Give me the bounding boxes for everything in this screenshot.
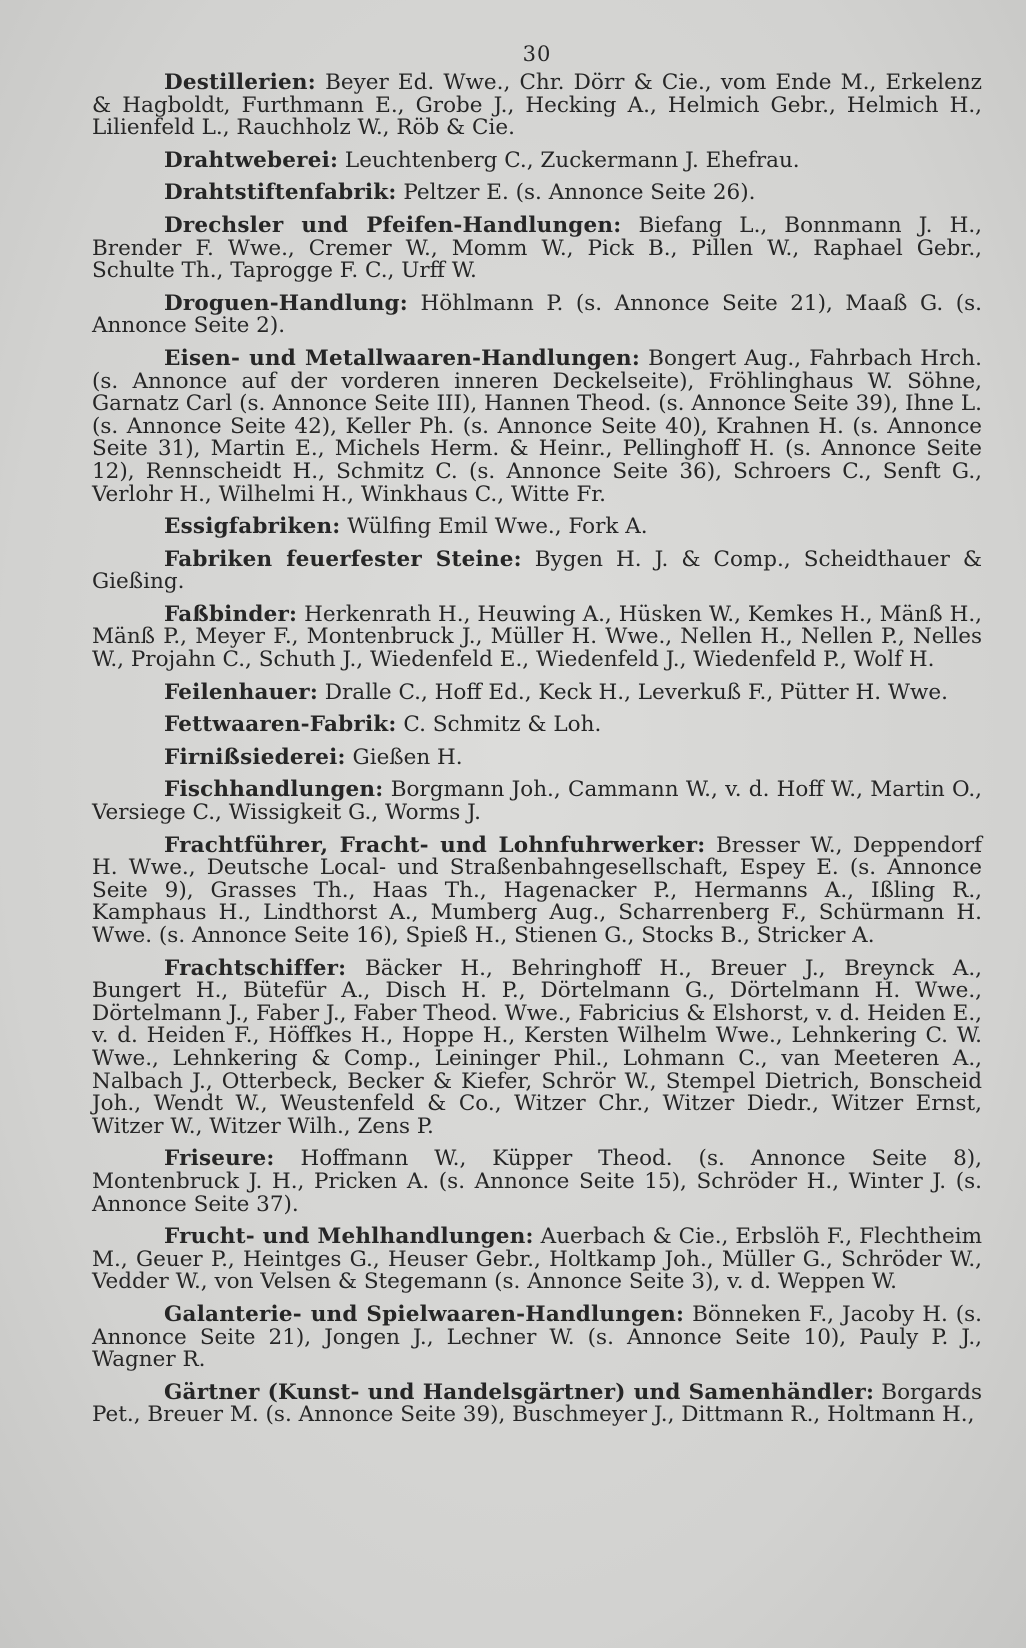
entry <box>92 1226 982 1294</box>
entry <box>92 546 982 595</box>
entry-text: Borgards Pet., Breuer M. (s. Annonce Seite 39), Buschmeyer J., Dittmann R., Holtmann H., <box>92 1379 982 1428</box>
category-heading: Gärtner (Kunst- und Handelsgärtner) und Samenhändler: <box>164 1379 875 1405</box>
entry <box>92 601 982 673</box>
category-heading: Fischhandlungen: <box>164 777 384 803</box>
category-heading: Galanterie- und Spielwaaren-Handlungen: <box>164 1301 685 1327</box>
entry-text: Biefang L., Bonnmann J. H., Brender F. Wwe., Cremer W., Momm W., Pick B., Pillen W., Raphael Gebr., Schulte Th., Taprogge F. C., Urff W. <box>92 212 982 284</box>
category-heading: Eisen- und Metallwaaren-Handlungen: <box>164 345 640 371</box>
entry <box>92 744 982 770</box>
category-heading: Destillerien: <box>164 70 316 95</box>
category-heading: Drahtweberei: <box>164 147 339 173</box>
entry-text: Bygen H. J. & Comp., Scheidthauer & Gießing. <box>92 546 982 595</box>
entry <box>92 345 982 507</box>
entry-text: Dralle C., Hoff Ed., Keck H., Leverkuß F., Pütter H. Wwe. <box>324 679 948 705</box>
entry-text: Gießen H. <box>352 744 463 770</box>
entry <box>92 212 982 284</box>
category-heading: Drechsler und Pfeifen-Handlungen: <box>164 212 622 238</box>
category-heading: Faßbinder: <box>164 601 298 627</box>
entry-text: Bongert Aug., Fahrbach Hrch. (s. Annonce auf der vorderen inneren Deckelseite), Fröhlinghaus W. Söhne, Garnatz Carl (s. Annonce Seite III), Hannen Theod. (s. Annonce Seite 39), Ihne L. (s. Annonce Seite 42), Keller Ph. (s. Annonce Seite 40), Krahnen H. (s. Annonce Seite 31), Martin E., Michels Herm. & Heinr., Pellinghoff H. (s. Annonce Seite 12), Rennscheidt H., Schmitz C. (s. Annonce Seite 36), Schroers C., Senft G., Verlohr H., Wilhelmi H., Winkhaus C., Witte Fr. <box>92 345 982 507</box>
entry <box>92 1148 982 1216</box>
entry-text: Beyer Ed. Wwe., Chr. Dörr & Cie., vom Ende M., Erkelenz & Hagboldt, Furthmann E., Grobe J., Hecking A., Helmich Gebr., Helmich H., Lilienfeld L., Rauchholz W., Röb & Cie. <box>92 70 982 141</box>
entry <box>92 714 982 737</box>
entry-text: Herkenrath H., Heuwing A., Hüsken W., Kemkes H., Mänß H., Mänß P., Meyer F., Montenbruck J., Müller H. Wwe., Nellen H., Nellen P., Nelles W., Projahn C., Schuth J., Wiedenfeld E., Wiedenfeld J., Wiedenfeld P., Wolf H. <box>92 601 982 673</box>
page-number: 30 <box>522 42 552 66</box>
entry-text: Peltzer E. (s. Annonce Seite 26). <box>403 180 756 206</box>
category-heading: Drahtstiftenfabrik: <box>164 180 397 206</box>
category-heading: Fettwaaren-Fabrik: <box>164 712 397 738</box>
entry <box>92 290 982 339</box>
entry <box>92 72 982 140</box>
entry-text: Leuchtenberg C., Zuckermann J. Ehefrau. <box>344 147 800 173</box>
entry <box>92 147 982 173</box>
category-heading: Frachtschiffer: <box>164 955 347 981</box>
category-heading: Fabriken feuerfester Steine: <box>164 546 522 572</box>
entry-text: Bresser W., Deppendorf H. Wwe., Deutsche Local- und Straßenbahngesellschaft, Espey E. (s. Annonce Seite 9), Grasses Th., Haas Th., Hagenacker P., Hermanns A., Ißling R., Kamphaus H., Lindthorst A., Mumberg Aug., Scharrenberg F., Schürmann H. Wwe. (s. Annonce Seite 16), Spieß H., Stienen G., Stocks B., Stricker A. <box>92 832 982 948</box>
entry-text: Wülfing Emil Wwe., Fork A. <box>347 514 648 540</box>
category-heading: Firnißsiederei: <box>164 744 346 770</box>
entry <box>92 182 982 205</box>
entry-text: Hoffmann W., Küpper Theod. (s. Annonce Seite 8), Montenbruck J. H., Pricken A. (s. Annonce Seite 15), Schröder H., Winter J. (s. Annonce Seite 37). <box>92 1146 982 1217</box>
entry <box>92 516 982 539</box>
entry <box>92 832 982 948</box>
entry-text: Bäcker H., Behringhoff H., Breuer J., Breynck A., Bungert H., Bütefür A., Disch H. P., Dörtelmann G., Dörtelmann H. Wwe., Dörtelmann J., Faber J., Faber Theod. Wwe., Fabricius & Elshorst, v. d. Heiden E., v. d. Heiden F., Höffkes H., Hoppe H., Kersten Wilhelm Wwe., Lehnkering C. W. Wwe., Lehnkering & Comp., Leininger Phil., Lohmann C., van Meeteren A., Nalbach J., Otterbeck, Becker & Kiefer, Schrör W., Stempel Dietrich, Bonscheid Joh., Wendt W., Weustenfeld & Co., Witzer Chr., Witzer Diedr., Witzer Ernst, Witzer W., Witzer Wilh., Zens P. <box>92 955 982 1139</box>
entry-text: C. Schmitz & Loh. <box>403 712 602 738</box>
entry-text: Auerbach & Cie., Erbslöh F., Flechtheim M., Geuer P., Heintges G., Heuser Gebr., Holtkamp Joh., Müller G., Schröder W., Vedder W., von Velsen & Stegemann (s. Annonce Seite 3), v. d. Weppen W. <box>92 1224 982 1295</box>
entry-text: Höhlmann P. (s. Annonce Seite 21), Maaß G. (s. Annonce Seite 2). <box>92 290 982 339</box>
category-heading: Friseure: <box>164 1146 275 1172</box>
category-heading: Essigfabriken: <box>164 514 341 540</box>
entry-text: Borgmann Joh., Cammann W., v. d. Hoff W., Martin O., Versiege C., Wissigkeit G., Worms J. <box>92 777 982 826</box>
entry <box>92 779 982 824</box>
category-heading: Droguen-Handlung: <box>164 290 408 316</box>
entry <box>92 679 982 705</box>
category-heading: Feilenhauer: <box>164 679 318 705</box>
category-heading: Frucht- und Mehlhandlungen: <box>164 1224 534 1250</box>
entry <box>92 1379 982 1428</box>
category-heading: Frachtführer, Fracht- und Lohnfuhrwerker: <box>164 832 706 858</box>
entry <box>92 1301 982 1373</box>
entry <box>92 955 982 1139</box>
entry-text: Bönneken F., Jacoby H. (s. Annonce Seite 21), Jongen J., Lechner W. (s. Annonce Seite 10), Pauly P. J., Wagner R. <box>92 1301 982 1373</box>
